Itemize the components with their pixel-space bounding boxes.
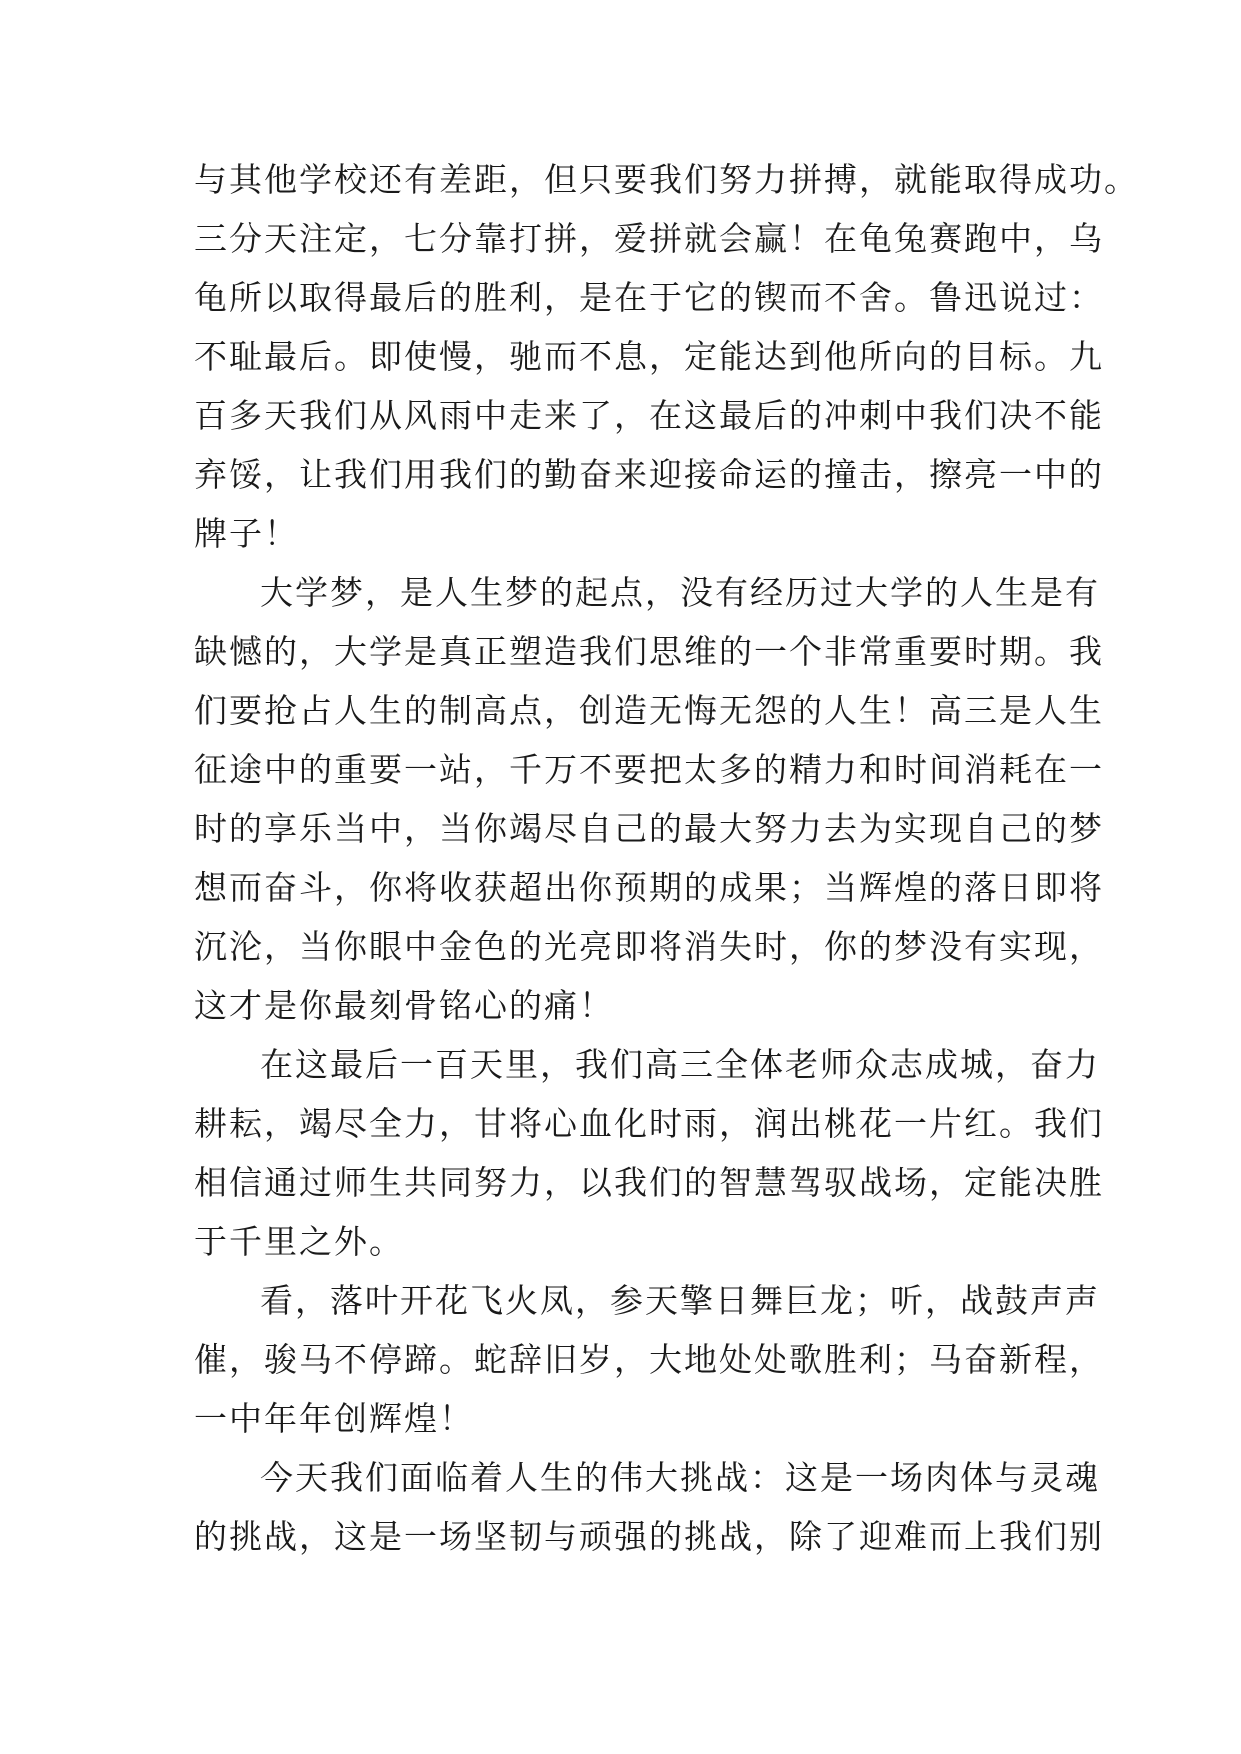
document-body: [194, 150, 1139, 1566]
text-line: 想而奋斗，你将收获超出你预期的成果；当辉煌的落日即将: [194, 868, 1104, 907]
text-line: 缺憾的，大学是真正塑造我们思维的一个非常重要时期。我: [194, 632, 1104, 671]
text-line: 于千里之外。: [194, 1222, 404, 1261]
text-line: 时的享乐当中，当你竭尽自己的最大努力去为实现自己的梦: [194, 809, 1104, 848]
text-line: 百多天我们从风雨中走来了，在这最后的冲刺中我们决不能: [194, 396, 1104, 435]
text-line: 三分天注定，七分靠打拼，爱拼就会赢！在龟兔赛跑中，乌: [194, 219, 1104, 258]
text-line: 弃馁，让我们用我们的勤奋来迎接命运的撞击，擦亮一中的: [194, 455, 1104, 494]
paragraph-start-line: 看，落叶开花飞火凤，参天擎日舞巨龙；听，战鼓声声: [260, 1281, 1100, 1320]
text-line: 与其他学校还有差距，但只要我们努力拼搏，就能取得成功。: [194, 160, 1139, 199]
text-line: 的挑战，这是一场坚韧与顽强的挑战，除了迎难而上我们别: [194, 1517, 1104, 1556]
text-line: 相信通过师生共同努力，以我们的智慧驾驭战场，定能决胜: [194, 1163, 1104, 1202]
text-line: 耕耘，竭尽全力，甘将心血化时雨，润出桃花一片红。我们: [194, 1104, 1104, 1143]
text-line: 牌子！: [194, 514, 299, 553]
text-line: 沉沦，当你眼中金色的光亮即将消失时，你的梦没有实现，: [194, 927, 1104, 966]
text-line: 这才是你最刻骨铭心的痛！: [194, 986, 614, 1025]
paragraph-start-line: 大学梦，是人生梦的起点，没有经历过大学的人生是有: [260, 573, 1100, 612]
paragraph-start-line: 今天我们面临着人生的伟大挑战：这是一场肉体与灵魂: [260, 1458, 1100, 1497]
text-line: 龟所以取得最后的胜利，是在于它的锲而不舍。鲁迅说过：: [194, 278, 1104, 317]
text-line: 一中年年创辉煌！: [194, 1399, 474, 1438]
text-line: 不耻最后。即使慢，驰而不息，定能达到他所向的目标。九: [194, 337, 1104, 376]
text-line: 们要抢占人生的制高点，创造无悔无怨的人生！高三是人生: [194, 691, 1104, 730]
text-line: 征途中的重要一站，千万不要把太多的精力和时间消耗在一: [194, 750, 1104, 789]
paragraph-start-line: 在这最后一百天里，我们高三全体老师众志成城，奋力: [260, 1045, 1100, 1084]
text-line: 催，骏马不停蹄。蛇辞旧岁，大地处处歌胜利；马奋新程，: [194, 1340, 1104, 1379]
